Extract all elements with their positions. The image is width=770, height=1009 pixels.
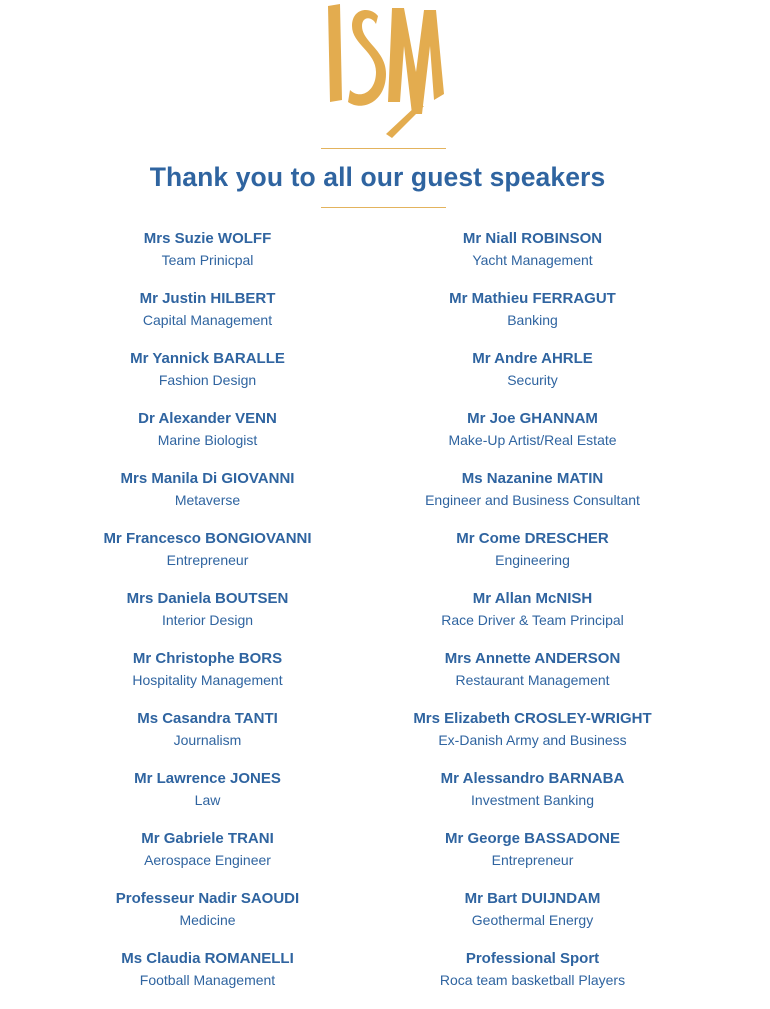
speaker-name: Ms Claudia ROMANELLI xyxy=(121,950,294,967)
speaker-name: Mr Alessandro BARNABA xyxy=(440,770,625,787)
speaker-entry xyxy=(390,229,675,289)
speaker-entry xyxy=(60,289,355,349)
speaker-entry xyxy=(390,949,675,1009)
speaker-role: Aerospace Engineer xyxy=(144,852,271,868)
speaker-name: Mrs Manila Di GIOVANNI xyxy=(120,470,295,487)
speaker-role: Football Management xyxy=(139,972,276,988)
speaker-role: Marine Biologist xyxy=(157,432,258,448)
speaker-name: Professeur Nadir SAOUDI xyxy=(115,890,300,907)
speaker-entry xyxy=(390,649,675,709)
speaker-name: Mr Francesco BONGIOVANNI xyxy=(103,530,312,547)
speaker-role: Investment Banking xyxy=(471,792,594,808)
speaker-role: Race Driver & Team Principal xyxy=(441,612,624,628)
speaker-role: Entrepreneur xyxy=(491,852,574,868)
speaker-name: Mr Justin HILBERT xyxy=(139,290,276,307)
speaker-role: Make-Up Artist/Real Estate xyxy=(448,432,617,448)
speaker-role: Security xyxy=(507,372,558,388)
page-title: Thank you to all our guest speakers xyxy=(149,162,606,192)
speaker-role: Entrepreneur xyxy=(166,552,249,568)
speaker-name: Mr Gabriele TRANI xyxy=(141,830,274,847)
speakers-left-column xyxy=(60,229,355,1009)
speaker-entry xyxy=(60,469,355,529)
speaker-name: Mr Come DRESCHER xyxy=(456,530,609,547)
speaker-entry xyxy=(60,709,355,769)
speaker-role: Team Prinicpal xyxy=(161,252,254,268)
speaker-entry xyxy=(60,949,355,1009)
speaker-name: Mr Niall ROBINSON xyxy=(462,230,603,247)
speaker-entry xyxy=(390,889,675,949)
speaker-role: Banking xyxy=(507,312,558,328)
top-divider xyxy=(321,148,446,149)
speaker-entry xyxy=(390,829,675,889)
speaker-role: Fashion Design xyxy=(158,372,257,388)
speaker-name: Mr Bart DUIJNDAM xyxy=(464,890,601,907)
speaker-entry xyxy=(390,529,675,589)
ism-logo xyxy=(320,2,450,140)
speaker-entry xyxy=(60,229,355,289)
speaker-name: Mr Yannick BARALLE xyxy=(130,350,285,367)
speaker-entry xyxy=(390,349,675,409)
speaker-name: Mr Andre AHRLE xyxy=(472,350,593,367)
speaker-entry xyxy=(390,769,675,829)
speaker-entry xyxy=(390,589,675,649)
speaker-role: Law xyxy=(194,792,221,808)
speaker-role: Restaurant Management xyxy=(455,672,610,688)
speaker-name: Mr Lawrence JONES xyxy=(134,770,281,787)
speaker-name: Mr Joe GHANNAM xyxy=(467,410,598,427)
speaker-entry xyxy=(60,889,355,949)
speaker-name: Mr Allan McNISH xyxy=(472,590,593,607)
speaker-entry xyxy=(60,529,355,589)
speaker-entry xyxy=(60,649,355,709)
speaker-role: Yacht Management xyxy=(472,252,593,268)
speaker-entry xyxy=(390,289,675,349)
speaker-name: Mr George BASSADONE xyxy=(444,830,621,847)
speaker-name: Mrs Elizabeth CROSLEY-WRIGHT xyxy=(413,710,652,727)
speaker-role: Ex-Danish Army and Business xyxy=(438,732,627,748)
speaker-entry xyxy=(390,709,675,769)
speaker-name: Professional Sport xyxy=(465,950,600,967)
speaker-role: Roca team basketball Players xyxy=(439,972,626,988)
speaker-role: Journalism xyxy=(173,732,242,748)
speaker-role: Engineer and Business Consultant xyxy=(425,492,640,508)
speaker-role: Interior Design xyxy=(161,612,254,628)
speaker-role: Medicine xyxy=(179,912,236,928)
speaker-name: Ms Casandra TANTI xyxy=(137,710,278,727)
speakers-right-column xyxy=(390,229,675,1009)
speaker-entry xyxy=(60,829,355,889)
speaker-entry xyxy=(60,769,355,829)
speaker-role: Metaverse xyxy=(174,492,241,508)
speaker-name: Mrs Annette ANDERSON xyxy=(444,650,621,667)
speaker-name: Dr Alexander VENN xyxy=(138,410,277,427)
speaker-entry xyxy=(60,589,355,649)
speaker-entry xyxy=(390,469,675,529)
speaker-entry xyxy=(60,349,355,409)
speaker-entry xyxy=(60,409,355,469)
speaker-role: Capital Management xyxy=(142,312,273,328)
speaker-name: Mr Mathieu FERRAGUT xyxy=(449,290,616,307)
speaker-role: Geothermal Energy xyxy=(471,912,594,928)
bottom-divider xyxy=(321,207,446,208)
speaker-role: Engineering xyxy=(495,552,570,568)
speaker-name: Mr Christophe BORS xyxy=(132,650,283,667)
speaker-name: Ms Nazanine MATIN xyxy=(461,470,604,487)
speaker-name: Mrs Suzie WOLFF xyxy=(143,230,272,247)
speaker-name: Mrs Daniela BOUTSEN xyxy=(126,590,289,607)
speaker-role: Hospitality Management xyxy=(132,672,283,688)
speaker-entry xyxy=(390,409,675,469)
